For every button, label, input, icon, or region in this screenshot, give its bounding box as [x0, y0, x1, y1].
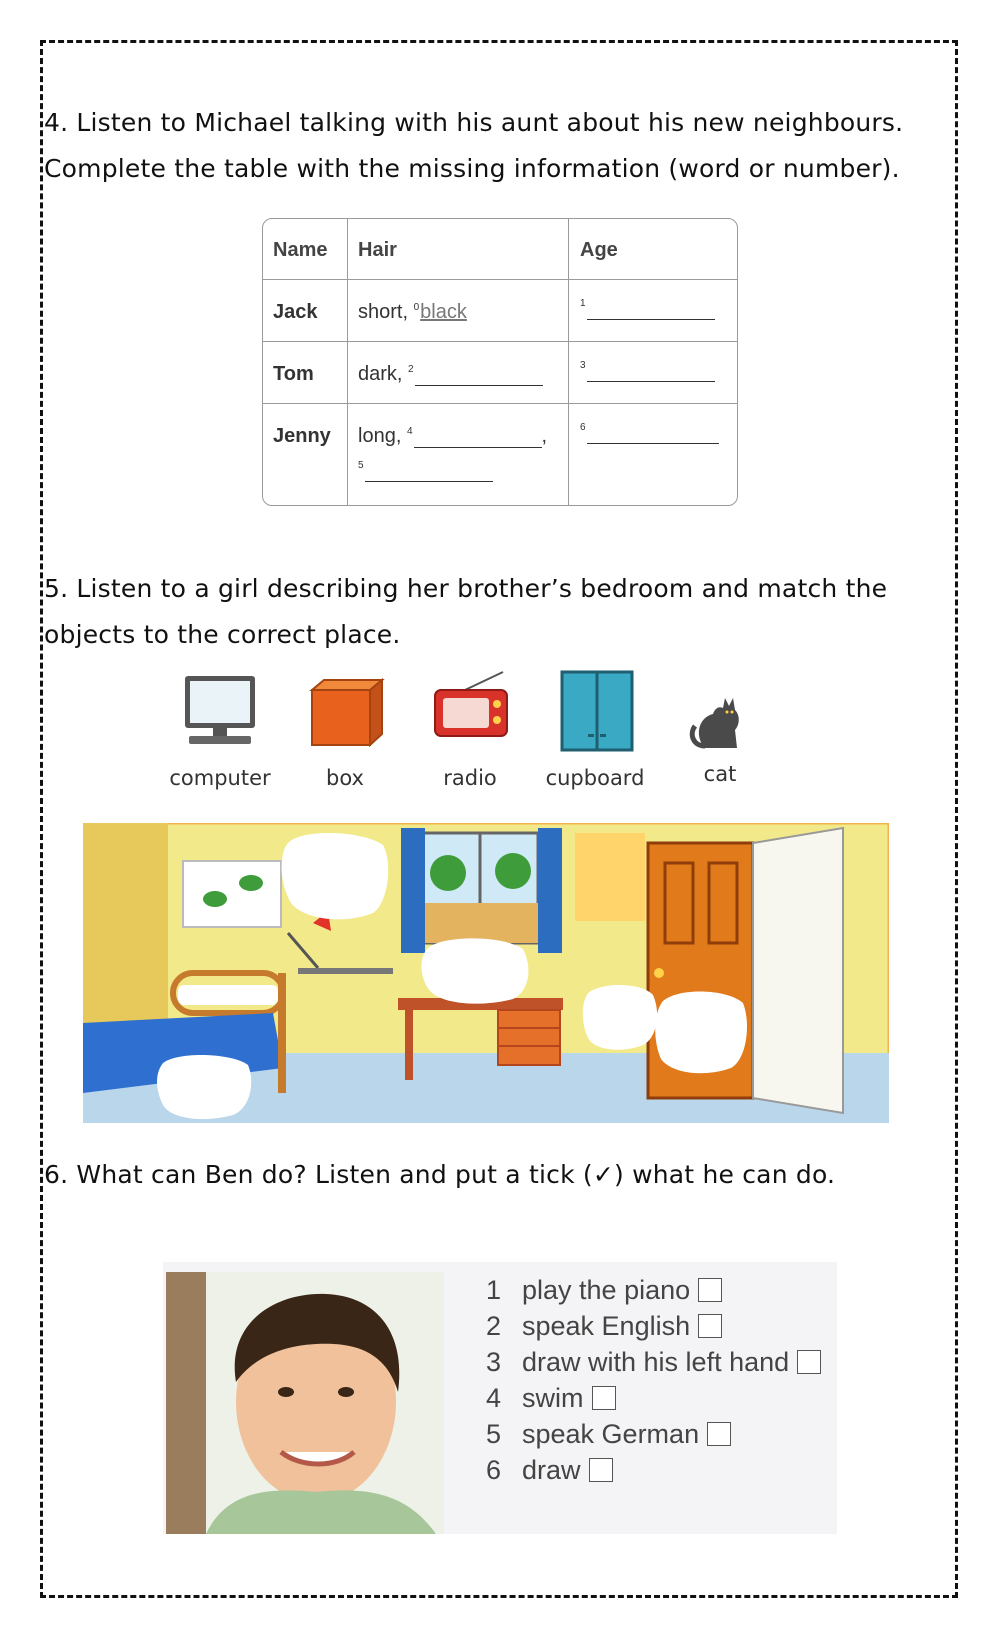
- ben-photo: [166, 1272, 444, 1534]
- ability-item: 2 speak English: [486, 1308, 846, 1344]
- section-4-line-1: 4. Listen to Michael talking with his aunt about his new neighbours.: [44, 108, 904, 137]
- section-5-line-1: 5. Listen to a girl describing her brother’s bedroom and match the: [44, 574, 888, 603]
- object-radio[interactable]: [410, 668, 530, 808]
- cat-icon: [675, 668, 765, 758]
- object-cat[interactable]: [660, 668, 780, 808]
- tom-hair-blank[interactable]: dark, $^2$: [358, 363, 543, 386]
- tick-box-draw[interactable]: [589, 1458, 613, 1482]
- section-6-line-1: 6. What can Ben do? Listen and put a tick (✓) what he can do.: [44, 1160, 836, 1189]
- section-5-line-2: objects to the correct place.: [44, 620, 401, 649]
- box-icon: [300, 668, 390, 758]
- header-name: Name: [273, 239, 328, 261]
- row-name-tom: Tom: [273, 363, 314, 385]
- header-hair: Hair: [358, 239, 397, 261]
- label-box: box: [326, 766, 364, 790]
- window: [401, 828, 562, 953]
- computer-icon: [175, 668, 265, 758]
- object-computer[interactable]: [160, 668, 280, 808]
- jenny-age-blank[interactable]: 6: [580, 421, 719, 444]
- example-answer: black: [420, 301, 467, 323]
- door: [648, 828, 843, 1113]
- section-4-line-2: Complete the table with the missing information (word or number).: [44, 154, 900, 183]
- neighbours-table: [262, 218, 738, 506]
- object-cupboard[interactable]: [535, 668, 655, 808]
- jack-hair: short, $^0$black: [358, 301, 467, 323]
- tom-age-blank[interactable]: 3: [580, 359, 715, 382]
- cupboard-icon: [550, 668, 640, 758]
- object-options: [160, 668, 780, 808]
- section-5-instructions: [44, 566, 887, 658]
- ability-item: 6 draw: [486, 1452, 846, 1488]
- ability-item: 4 swim: [486, 1380, 846, 1416]
- jenny-hair-blank-4[interactable]: long, $^4$ ,: [358, 425, 548, 447]
- ability-item: 5 speak German: [486, 1416, 846, 1452]
- label-cat: cat: [703, 762, 737, 786]
- tick-box-draw-left-hand[interactable]: [797, 1350, 821, 1374]
- section-6-instructions: [44, 1152, 835, 1198]
- label-radio: radio: [443, 766, 497, 790]
- jenny-hair-blank-5[interactable]: 5: [358, 459, 493, 482]
- ability-list: [486, 1272, 846, 1488]
- label-computer: computer: [169, 766, 271, 790]
- section-4-instructions: [44, 100, 903, 192]
- header-age: Age: [580, 239, 618, 261]
- ability-item: 1 play the piano: [486, 1272, 846, 1308]
- tick-box-speak-english[interactable]: [698, 1314, 722, 1338]
- tick-box-speak-german[interactable]: [707, 1422, 731, 1446]
- ability-item: 3 draw with his left hand: [486, 1344, 846, 1380]
- object-box[interactable]: [285, 668, 405, 808]
- radio-icon: [425, 668, 515, 758]
- frog-picture: [183, 861, 281, 927]
- tick-box-swim[interactable]: [592, 1386, 616, 1410]
- label-cupboard: cupboard: [545, 766, 645, 790]
- jack-age-blank[interactable]: 1: [580, 297, 715, 320]
- row-name-jenny: Jenny: [273, 425, 331, 447]
- row-name-jack: Jack: [273, 301, 318, 323]
- bedroom-illustration: [83, 823, 889, 1123]
- tick-box-play-piano[interactable]: [698, 1278, 722, 1302]
